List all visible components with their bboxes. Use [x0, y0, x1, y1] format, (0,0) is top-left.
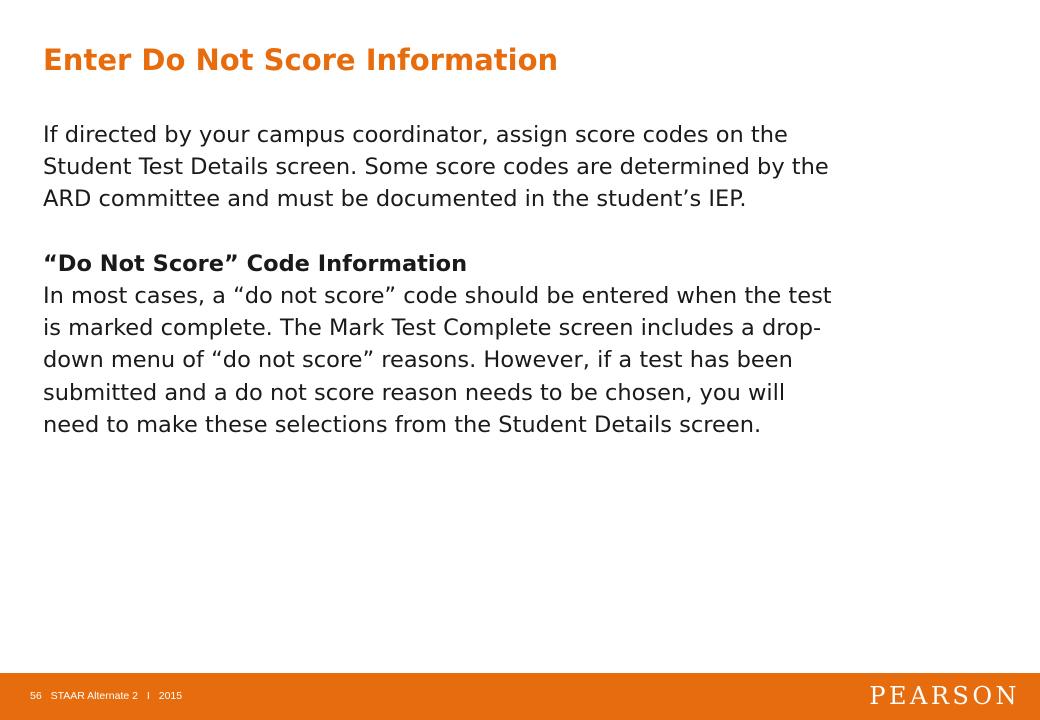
intro-line: ARD committee and must be documented in the student’s IEP. [43, 186, 747, 213]
section-line: down menu of “do not score” reasons. However, if a test has been [43, 347, 793, 374]
section-line: need to make these selections from the Student Details screen. [43, 411, 762, 438]
section-heading-text: “Do Not Score” Code Information [43, 250, 468, 277]
footer-year: 2015 [158, 690, 183, 702]
slide-title: Enter Do Not Score Information [43, 43, 559, 77]
section-line: submitted and a do not score reason needs to be chosen, you will [43, 379, 786, 406]
slide-body [43, 119, 1003, 441]
paragraph-spacer [43, 216, 1003, 248]
footer-separator: I [146, 690, 150, 702]
footer-info [30, 689, 188, 703]
section-line: In most cases, a “do not score” code should be entered when the test [43, 283, 832, 309]
page-number: 56 [30, 690, 42, 702]
section-heading [43, 248, 1003, 280]
section-paragraph [43, 280, 1003, 441]
section-line: is marked complete. The Mark Test Complete screen includes a drop- [43, 315, 822, 342]
intro-line: If directed by your campus coordinator, assign score codes on the [43, 122, 788, 148]
intro-line: Student Test Details screen. Some score codes are determined by the [43, 154, 829, 181]
pearson-logo: PEARSON [869, 682, 1020, 710]
document-name: STAAR Alternate 2 [50, 690, 138, 702]
intro-paragraph [43, 119, 1003, 216]
footer-bar [0, 673, 1040, 720]
